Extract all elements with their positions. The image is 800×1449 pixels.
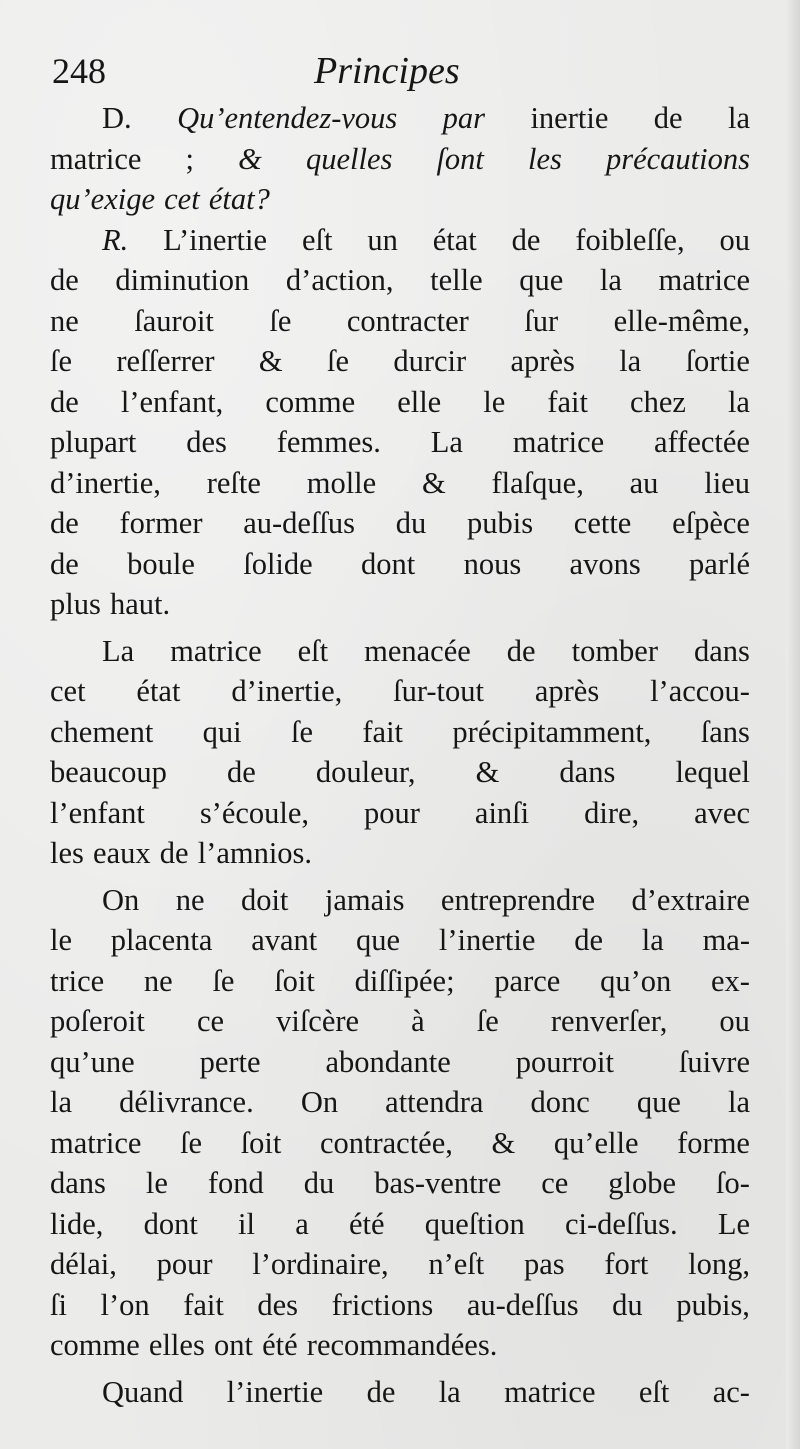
word: telle xyxy=(430,263,483,297)
word: chez xyxy=(630,384,686,419)
word: trice xyxy=(50,963,105,998)
text-line xyxy=(50,382,750,423)
text-line xyxy=(50,98,750,139)
word: ſe xyxy=(180,1125,203,1160)
word: la xyxy=(727,1085,750,1119)
word: de xyxy=(574,923,603,957)
word: haut. xyxy=(109,587,171,621)
text-line xyxy=(50,833,750,874)
word: quelles xyxy=(305,141,393,176)
word: lequel xyxy=(675,755,750,789)
word: au xyxy=(629,465,659,500)
text-line xyxy=(50,422,750,463)
word: après xyxy=(534,674,600,708)
word: l’amnios. xyxy=(197,836,313,870)
word: Le xyxy=(717,1206,750,1241)
word: avec xyxy=(694,795,750,830)
word: la xyxy=(50,1085,73,1119)
word: menacée xyxy=(364,633,471,668)
word: ne xyxy=(175,882,205,917)
word: de xyxy=(506,633,536,668)
word: R. xyxy=(102,222,129,257)
word: forme xyxy=(677,1125,750,1160)
word: du xyxy=(303,1166,335,1200)
word: reſſerrer xyxy=(116,344,215,378)
word: dont xyxy=(361,546,416,581)
word: de xyxy=(50,263,79,297)
word: l’accou- xyxy=(650,674,750,708)
text-line xyxy=(50,1163,750,1204)
word: délivrance. xyxy=(119,1085,254,1119)
word: frictions xyxy=(331,1287,434,1322)
word: durcir xyxy=(393,344,467,378)
text-line xyxy=(50,671,750,712)
word: fond xyxy=(207,1166,264,1200)
word: n’eſt xyxy=(428,1247,485,1281)
text-line xyxy=(50,880,750,921)
word: précipitamment, xyxy=(452,714,652,749)
word: qui xyxy=(202,714,242,749)
word: ſur xyxy=(524,303,559,338)
word: ; xyxy=(185,141,195,176)
word: dans xyxy=(694,633,750,668)
text-line xyxy=(50,1372,750,1413)
text-line xyxy=(50,752,750,793)
word: bas-ventre xyxy=(374,1166,502,1200)
word: dont xyxy=(143,1206,198,1241)
word: nous xyxy=(463,546,522,581)
word: On xyxy=(102,882,140,917)
word: que xyxy=(356,923,401,957)
paragraph-3 xyxy=(50,880,750,1366)
word: de xyxy=(159,836,189,870)
text-line xyxy=(50,544,750,585)
word: donc xyxy=(530,1085,590,1119)
word: avons xyxy=(569,546,641,581)
word: le xyxy=(145,1166,168,1200)
text-line xyxy=(50,503,750,544)
word: état xyxy=(136,674,181,708)
word: On xyxy=(300,1085,339,1119)
word: Quand xyxy=(102,1374,184,1409)
word: des xyxy=(186,425,227,459)
word: parce xyxy=(494,963,561,998)
text-line xyxy=(50,1082,750,1123)
word: ſoit xyxy=(274,963,315,998)
text-line xyxy=(50,584,750,625)
word: avant xyxy=(251,923,318,957)
word: molle xyxy=(306,465,377,500)
word: La xyxy=(102,633,135,668)
word: qu’une xyxy=(50,1044,135,1079)
word: l’inertie xyxy=(438,923,536,957)
word: eſpèce xyxy=(672,506,750,540)
word: a xyxy=(295,1206,309,1241)
word: ſe xyxy=(476,1004,499,1038)
word: ex- xyxy=(710,963,750,998)
word: elles xyxy=(148,1328,205,1362)
word: plupart xyxy=(50,425,137,459)
word: de xyxy=(50,506,79,540)
word: elle xyxy=(397,384,442,419)
word: pubis, xyxy=(676,1287,750,1322)
word: matrice xyxy=(512,425,605,459)
page-header xyxy=(52,48,752,94)
word: pubis xyxy=(466,506,534,540)
word: La xyxy=(430,425,463,459)
word: fait xyxy=(547,384,588,419)
word: pas xyxy=(523,1247,565,1281)
word: les xyxy=(528,141,562,176)
word: d’inertie, xyxy=(50,465,161,500)
word: pour xyxy=(156,1247,213,1281)
word: flaſque, xyxy=(491,465,584,500)
word: chement xyxy=(50,714,154,749)
word: au-deſſus xyxy=(243,506,356,540)
word: le xyxy=(483,384,506,419)
word: entreprendre xyxy=(440,882,595,917)
word: & xyxy=(475,755,500,789)
word: tomber xyxy=(571,633,658,668)
word: pour xyxy=(364,795,420,830)
word: des xyxy=(257,1287,299,1322)
text-line xyxy=(50,1285,750,1326)
text-line xyxy=(50,463,750,504)
word: ſolide xyxy=(243,546,313,581)
word: cet xyxy=(50,674,86,708)
question-paragraph xyxy=(50,98,750,220)
word: l’enfant, xyxy=(120,384,224,419)
word: lide, xyxy=(50,1206,104,1241)
running-head: Principes xyxy=(314,50,460,92)
word: de xyxy=(511,222,541,257)
word: qu’elle xyxy=(553,1125,639,1160)
word: été xyxy=(348,1206,385,1241)
word: contracter xyxy=(346,303,469,338)
word: parlé xyxy=(689,546,750,581)
word: la xyxy=(727,384,750,419)
word: globe xyxy=(608,1166,677,1200)
word: & xyxy=(238,141,262,176)
word: affectée xyxy=(654,425,750,459)
page-edge-shadow xyxy=(786,0,800,1449)
word: qu’exige xyxy=(50,182,155,216)
word: s’écoule, xyxy=(199,795,310,830)
word: & xyxy=(258,344,283,378)
word: viſcère xyxy=(276,1004,360,1038)
word: former xyxy=(119,506,203,540)
word: ſe xyxy=(291,714,314,749)
word: la xyxy=(438,1374,461,1409)
text-line xyxy=(50,920,750,961)
word: l’enfant xyxy=(50,795,145,830)
word: la xyxy=(599,263,622,297)
word: ainſi xyxy=(474,795,530,830)
word: L’inertie xyxy=(163,222,268,257)
paragraph-2 xyxy=(50,631,750,874)
word: la xyxy=(641,923,664,957)
word: D. xyxy=(102,101,132,135)
word: le xyxy=(50,923,73,957)
word: doit xyxy=(240,882,289,917)
word: à xyxy=(411,1004,425,1038)
word: foibleſſe, xyxy=(575,222,685,257)
word: un xyxy=(367,222,398,257)
text-line xyxy=(50,1325,750,1366)
word: elle-même, xyxy=(613,303,750,338)
word: dans xyxy=(50,1166,106,1200)
word: il xyxy=(238,1206,255,1241)
word: ne xyxy=(50,303,79,338)
word: boule xyxy=(127,546,195,581)
text-line xyxy=(50,1042,750,1083)
text-line xyxy=(50,1204,750,1245)
word: eaux xyxy=(93,836,151,870)
word: ce xyxy=(196,1004,225,1038)
word: ac- xyxy=(712,1374,750,1409)
text-line xyxy=(50,961,750,1002)
word: dans xyxy=(559,755,616,789)
word: renverſer, xyxy=(550,1004,668,1038)
word: les xyxy=(50,836,84,870)
word: matrice xyxy=(50,1125,142,1160)
text-line xyxy=(50,139,750,180)
word: état xyxy=(432,222,477,257)
word: après xyxy=(510,344,575,378)
word: fait xyxy=(183,1287,224,1322)
word: matrice xyxy=(658,263,750,297)
word: ſi xyxy=(50,1287,67,1322)
word: poſeroit xyxy=(50,1004,145,1038)
word: abondante xyxy=(325,1044,451,1079)
word: par xyxy=(442,101,486,135)
word: douleur, xyxy=(315,755,416,789)
word: comme xyxy=(50,1328,140,1362)
word: ſe xyxy=(50,344,73,378)
word: cet xyxy=(164,182,200,216)
word: ſe xyxy=(326,344,349,378)
text-line xyxy=(50,260,750,301)
word: cette xyxy=(573,506,632,540)
word: ſoit xyxy=(240,1125,282,1160)
word: attendra xyxy=(385,1085,484,1119)
word: ſur-tout xyxy=(393,674,484,708)
word: de xyxy=(226,755,256,789)
word: de xyxy=(366,1374,396,1409)
word: pourroit xyxy=(515,1044,614,1079)
word: été xyxy=(262,1328,298,1362)
word: d’extraire xyxy=(631,882,750,917)
word: fait xyxy=(362,714,404,749)
word: & xyxy=(421,465,446,500)
word: ſe xyxy=(212,963,235,998)
text-line xyxy=(50,1244,750,1285)
text-line xyxy=(50,179,750,220)
word: beaucoup xyxy=(50,755,167,789)
text-line xyxy=(50,712,750,753)
word: de xyxy=(50,546,79,581)
word: recommandées. xyxy=(306,1328,498,1362)
text-line xyxy=(50,1123,750,1164)
word: ce xyxy=(541,1166,569,1200)
word: long, xyxy=(688,1247,750,1281)
word: de xyxy=(50,384,79,419)
word: matrice xyxy=(504,1374,596,1409)
word: ou xyxy=(719,1004,750,1038)
word: au-deſſus xyxy=(466,1287,579,1322)
word: l’on xyxy=(100,1287,150,1322)
word: comme xyxy=(265,384,356,419)
word: l’ordinaire, xyxy=(252,1247,389,1281)
text-line xyxy=(50,301,750,342)
word: placenta xyxy=(110,923,213,957)
word: diſſipée; xyxy=(354,963,455,998)
word: ſortie xyxy=(685,344,750,378)
word: la xyxy=(619,344,642,378)
word: eſt xyxy=(297,633,329,668)
word: ſauroit xyxy=(134,303,214,338)
text-line xyxy=(50,341,750,382)
word: eſt xyxy=(301,222,333,257)
word: reſte xyxy=(206,465,261,500)
word: ſe xyxy=(269,303,292,338)
word: ma- xyxy=(702,923,750,957)
word: & xyxy=(491,1125,516,1160)
word: inertie xyxy=(530,101,609,135)
word: femmes. xyxy=(276,425,381,459)
word: ci-deſſus. xyxy=(564,1206,678,1241)
word: jamais xyxy=(324,882,405,917)
word: perte xyxy=(199,1044,261,1079)
word: état? xyxy=(208,182,270,216)
word: la xyxy=(727,101,750,135)
word: délai, xyxy=(50,1247,117,1281)
text-line xyxy=(50,631,750,672)
word: du xyxy=(395,506,427,540)
word: du xyxy=(612,1287,643,1322)
page-number: 248 xyxy=(52,51,106,91)
word: l’inertie xyxy=(226,1374,324,1409)
word: ont xyxy=(213,1328,253,1362)
word: ſo- xyxy=(716,1166,750,1200)
word: matrice xyxy=(50,141,142,176)
word: plus xyxy=(50,587,101,621)
word: ſont xyxy=(436,141,484,176)
word: contractée, xyxy=(319,1125,453,1160)
word: diminution xyxy=(115,263,250,297)
word: ou xyxy=(719,222,750,257)
word: qu’on xyxy=(600,963,672,998)
word: matrice xyxy=(170,633,262,668)
word: lieu xyxy=(704,465,750,500)
word: dire, xyxy=(584,795,640,830)
text-line xyxy=(50,1001,750,1042)
word: précautions xyxy=(605,141,750,176)
word: fort xyxy=(604,1247,649,1281)
answer-paragraph xyxy=(50,220,750,625)
word: d’action, xyxy=(285,263,394,297)
word: queſtion xyxy=(424,1206,525,1241)
word: ne xyxy=(143,963,173,998)
text-line xyxy=(50,793,750,834)
word: ſans xyxy=(700,714,750,749)
word: de xyxy=(653,101,683,135)
word: Qu’entendez-vous xyxy=(177,101,398,135)
paragraph-4 xyxy=(50,1372,750,1413)
word: ſuivre xyxy=(678,1044,750,1079)
word: que xyxy=(519,263,564,297)
word: eſt xyxy=(638,1374,670,1409)
word: que xyxy=(636,1085,681,1119)
page-text xyxy=(50,98,750,1412)
word: d’inertie, xyxy=(231,674,343,708)
text-line xyxy=(50,220,750,261)
